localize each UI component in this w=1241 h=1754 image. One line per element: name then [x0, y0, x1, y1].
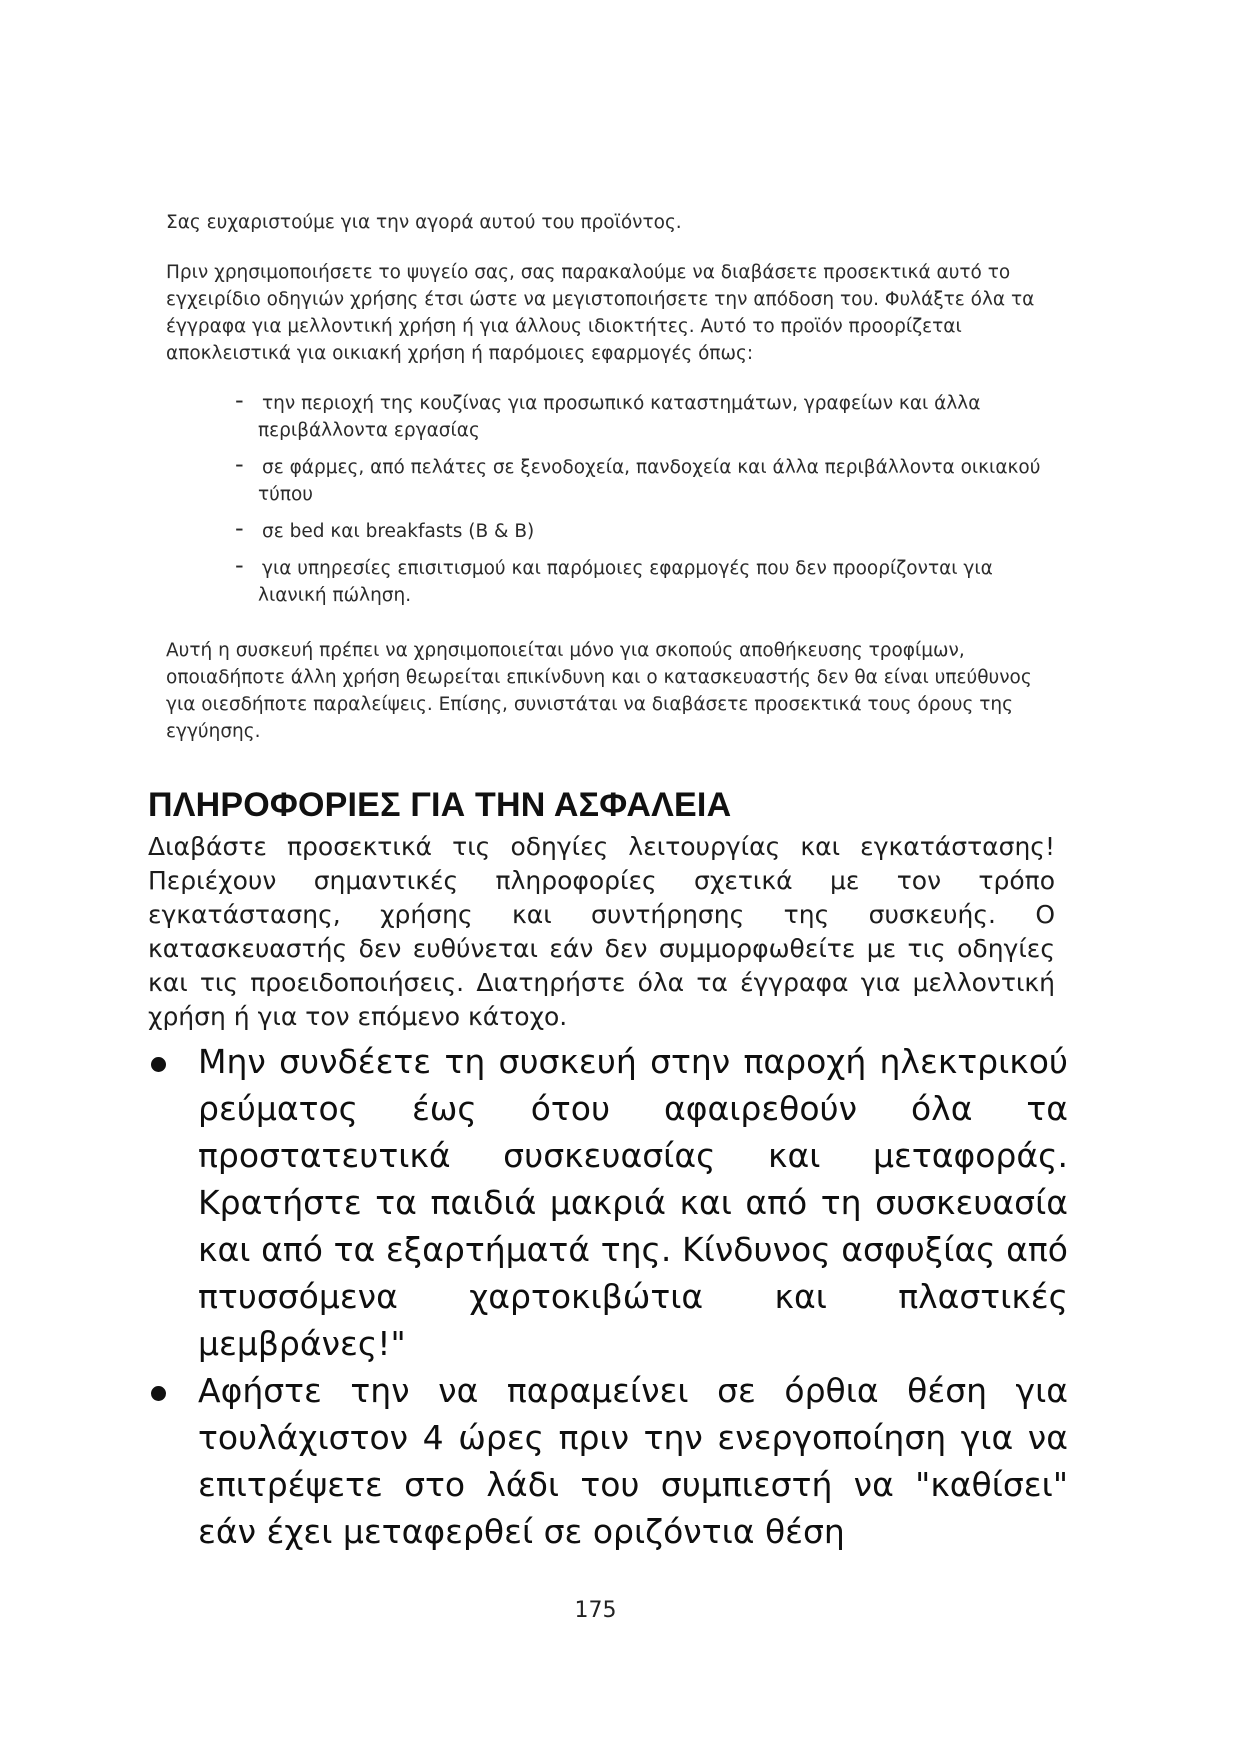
bullet-icon [151, 1386, 166, 1401]
intro-paragraph: Πριν χρησιμοποιήσετε το ψυγείο σας, σας παρακαλούμε να διαβάσετε προσεκτικά αυτό το εγχειρίδιο οδηγιών χρήσης έτσι ώστε να μεγιστοποιήσετε την απόδοση του. Φυλάξτε όλα τα έγγραφα για μελλοντική χρήση ή για άλλους ιδιοκτήτες. Αυτό το προϊόν προορίζεται αποκλειστικά για οικιακή χρήση ή παρόμοιες εφαρμογές όπως: [166, 262, 1035, 364]
dash-marker: - [235, 386, 244, 414]
safety-heading: ΠΛΗΡΟΦΟΡΙΕΣ ΓΙΑ ΤΗΝ ΑΣΦΑΛΕΙΑ [148, 786, 732, 824]
page-number: 175 [574, 1598, 617, 1623]
intro-section [166, 209, 1066, 768]
list-item: - σε φάρμες, από πελάτες σε ξενοδοχεία, πανδοχεία και άλλα περιβάλλοντα οικιακού τύπου [235, 450, 1041, 505]
list-item [148, 1038, 1068, 1367]
list-item [148, 1367, 1068, 1555]
list-item: - την περιοχή της κουζίνας για προσωπικό καταστημάτων, γραφείων και άλλα περιβάλλοντα εργασίας [235, 386, 981, 441]
dash-marker: - [235, 551, 244, 579]
safety-intro-paragraph: Διαβάστε προσεκτικά τις οδηγίες λειτουργίας και εγκατάστασης! Περιέχουν σημαντικές πληροφορίες σχετικά με τον τρόπο εγκατάστασης, χρήσης και συντήρησης της συσκευής. Ο κατασκευαστής δεν ευθύνεται εάν δεν συμμορφωθείτε με τις οδηγίες και τις προειδοποιήσεις. Διατηρήστε όλα τα έγγραφα για μελλοντική χρήση ή για τον επόμενο κάτοχο. [148, 832, 1055, 1031]
usage-warning: Αυτή η συσκευή πρέπει να χρησιμοποιείται μόνο για σκοπούς αποθήκευσης τροφίμων, οποιαδήποτε άλλη χρήση θεωρείται επικίνδυνη και ο κατασκευαστής δεν θα είναι υπεύθυνος για οιεσδήποτε παραλείψεις. Επίσης, συνιστάται να διαβάσετε προσεκτικά τους όρους της εγγύησης. [166, 640, 1032, 742]
bullet-icon [151, 1057, 166, 1072]
dash-marker: - [235, 514, 244, 542]
safety-bullet-list [148, 1038, 1068, 1555]
bullet-text: Μην συνδέετε τη συσκευή στην παροχή ηλεκτρικού ρεύματος έως ότου αφαιρεθούν όλα τα προστατευτικά συσκευασίας και μεταφοράς. Κρατήστε τα παιδιά μακριά και από τη συσκευασία και από τα εξαρτήματά της. Κίνδυνος ασφυξίας από πτυσσόμενα χαρτοκιβώτια και πλαστικές μεμβράνες!" [198, 1042, 1068, 1363]
list-item: - σε bed και breakfasts (B & B) [235, 514, 535, 542]
list-item: - για υπηρεσίες επισιτισμού και παρόμοιες εφαρμογές που δεν προορίζονται για λιανική πώληση. [235, 551, 993, 606]
bullet-text: Αφήστε την να παραμείνει σε όρθια θέση για τουλάχιστον 4 ώρες πριν την ενεργοποίηση για να επιτρέψετε στο λάδι του συμπιεστή να "καθίσει" εάν έχει μεταφερθεί σε οριζόντια θέση [198, 1371, 1068, 1551]
usage-list [166, 386, 1066, 609]
thanks-text: Σας ευχαριστούμε για την αγορά αυτού του προϊόντος. [166, 212, 682, 233]
dash-marker: - [235, 450, 244, 478]
